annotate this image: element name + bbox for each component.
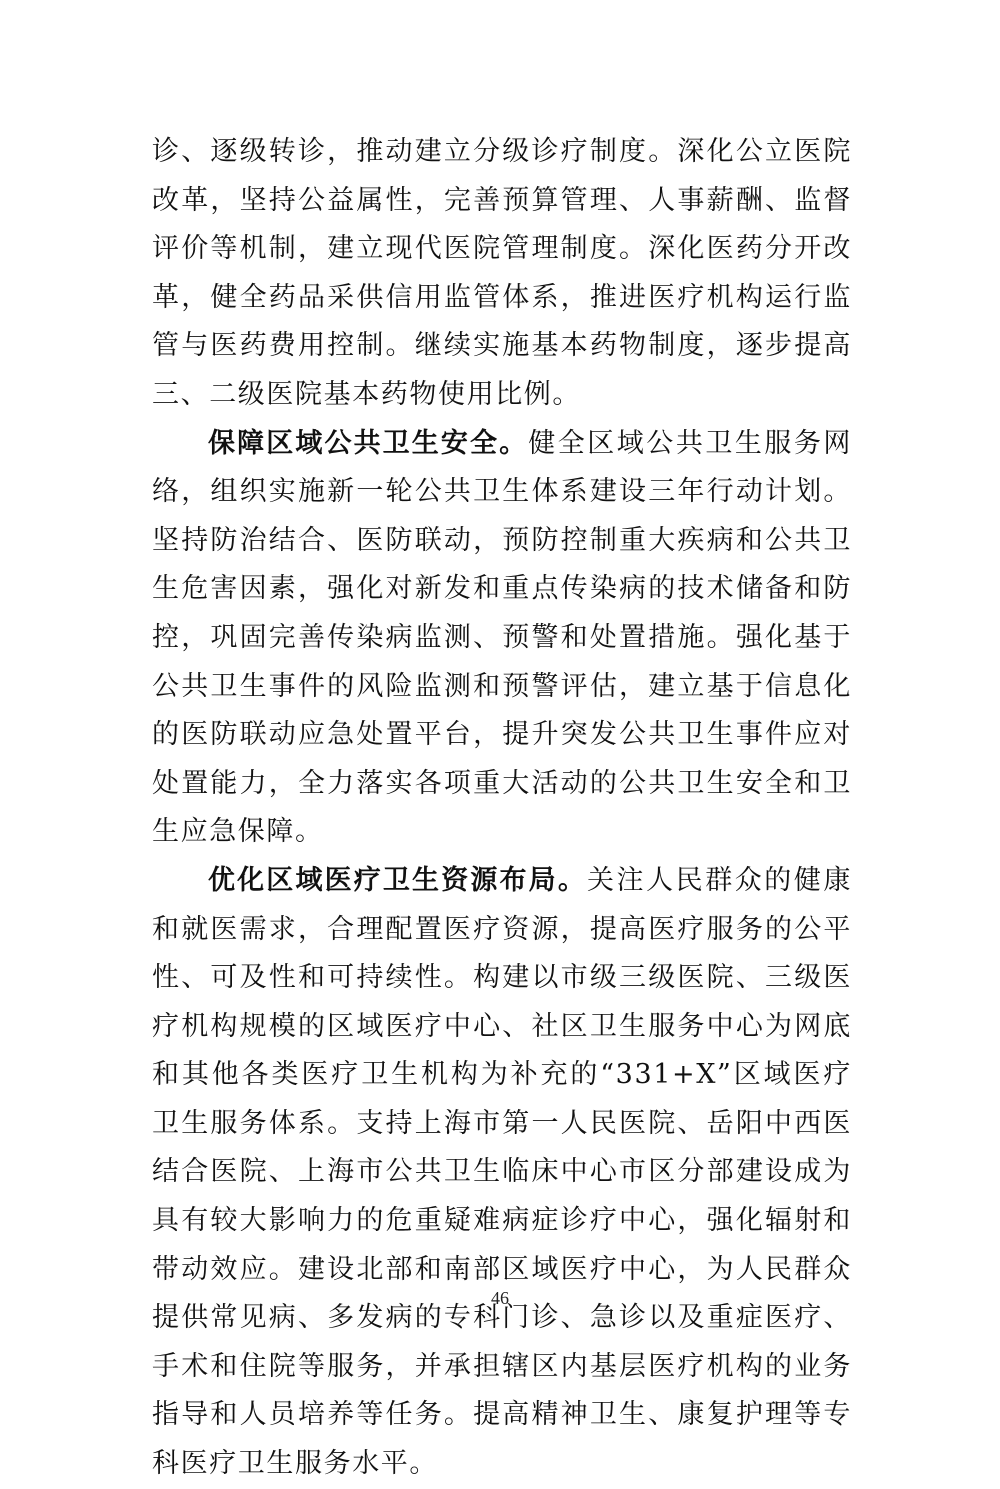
body-text bbox=[152, 128, 852, 1489]
paragraph-text: 关注人民群众的健康和就医需求，合理配置医疗资源，提高医疗服务的公平性、可及性和可持续性。构建以市级三级医院、三级医疗机构规模的区域医疗中心、社区卫生服务中心为网底和其他各类医疗卫生机构为补充的“331+X”区域医疗卫生服务体系。支持上海市第一人民医院、岳阳中西医结合医院、上海市公共卫生临床中心市区分部建设成为具有较大影响力的危重疑难病症诊疗中心，强化辐射和带动效应。建设北部和南部区域医疗中心，为人民群众提供常见病、多发病的专科门诊、急诊以及重症医疗、手术和住院等服务，并承担辖区内基层医疗机构的业务指导和人员培养等任务。提高精神卫生、康复护理等专科医疗卫生服务水平。 bbox=[152, 864, 852, 1480]
paragraph-resource-layout bbox=[152, 857, 852, 1489]
paragraph-text: 健全区域公共卫生服务网络，组织实施新一轮公共卫生体系建设三年行动计划。坚持防治结合、医防联动，预防控制重大疾病和公共卫生危害因素，强化对新发和重点传染病的技术储备和防控，巩固完善传染病监测、预警和处置措施。强化基于公共卫生事件的风险监测和预警评估，建立基于信息化的医防联动应急处置平台，提升突发公共卫生事件应对处置能力，全力落实各项重大活动的公共卫生安全和卫生应急保障。 bbox=[152, 427, 852, 848]
paragraph-text: 诊、逐级转诊，推动建立分级诊疗制度。深化公立医院改革，坚持公益属性，完善预算管理、人事薪酬、监督评价等机制，建立现代医院管理制度。深化医药分开改革，健全药品采供信用监管体系，推进医疗机构运行监管与医药费用控制。继续实施基本药物制度，逐步提高三、二级医院基本药物使用比例。 bbox=[152, 136, 852, 410]
paragraph-public-health-security bbox=[152, 420, 852, 857]
page-number: 46 bbox=[491, 1288, 509, 1308]
paragraph-continuation bbox=[152, 128, 852, 420]
paragraph-heading: 优化区域医疗卫生资源布局。 bbox=[208, 864, 587, 896]
paragraph-heading: 保障区域公共卫生安全。 bbox=[208, 427, 529, 459]
